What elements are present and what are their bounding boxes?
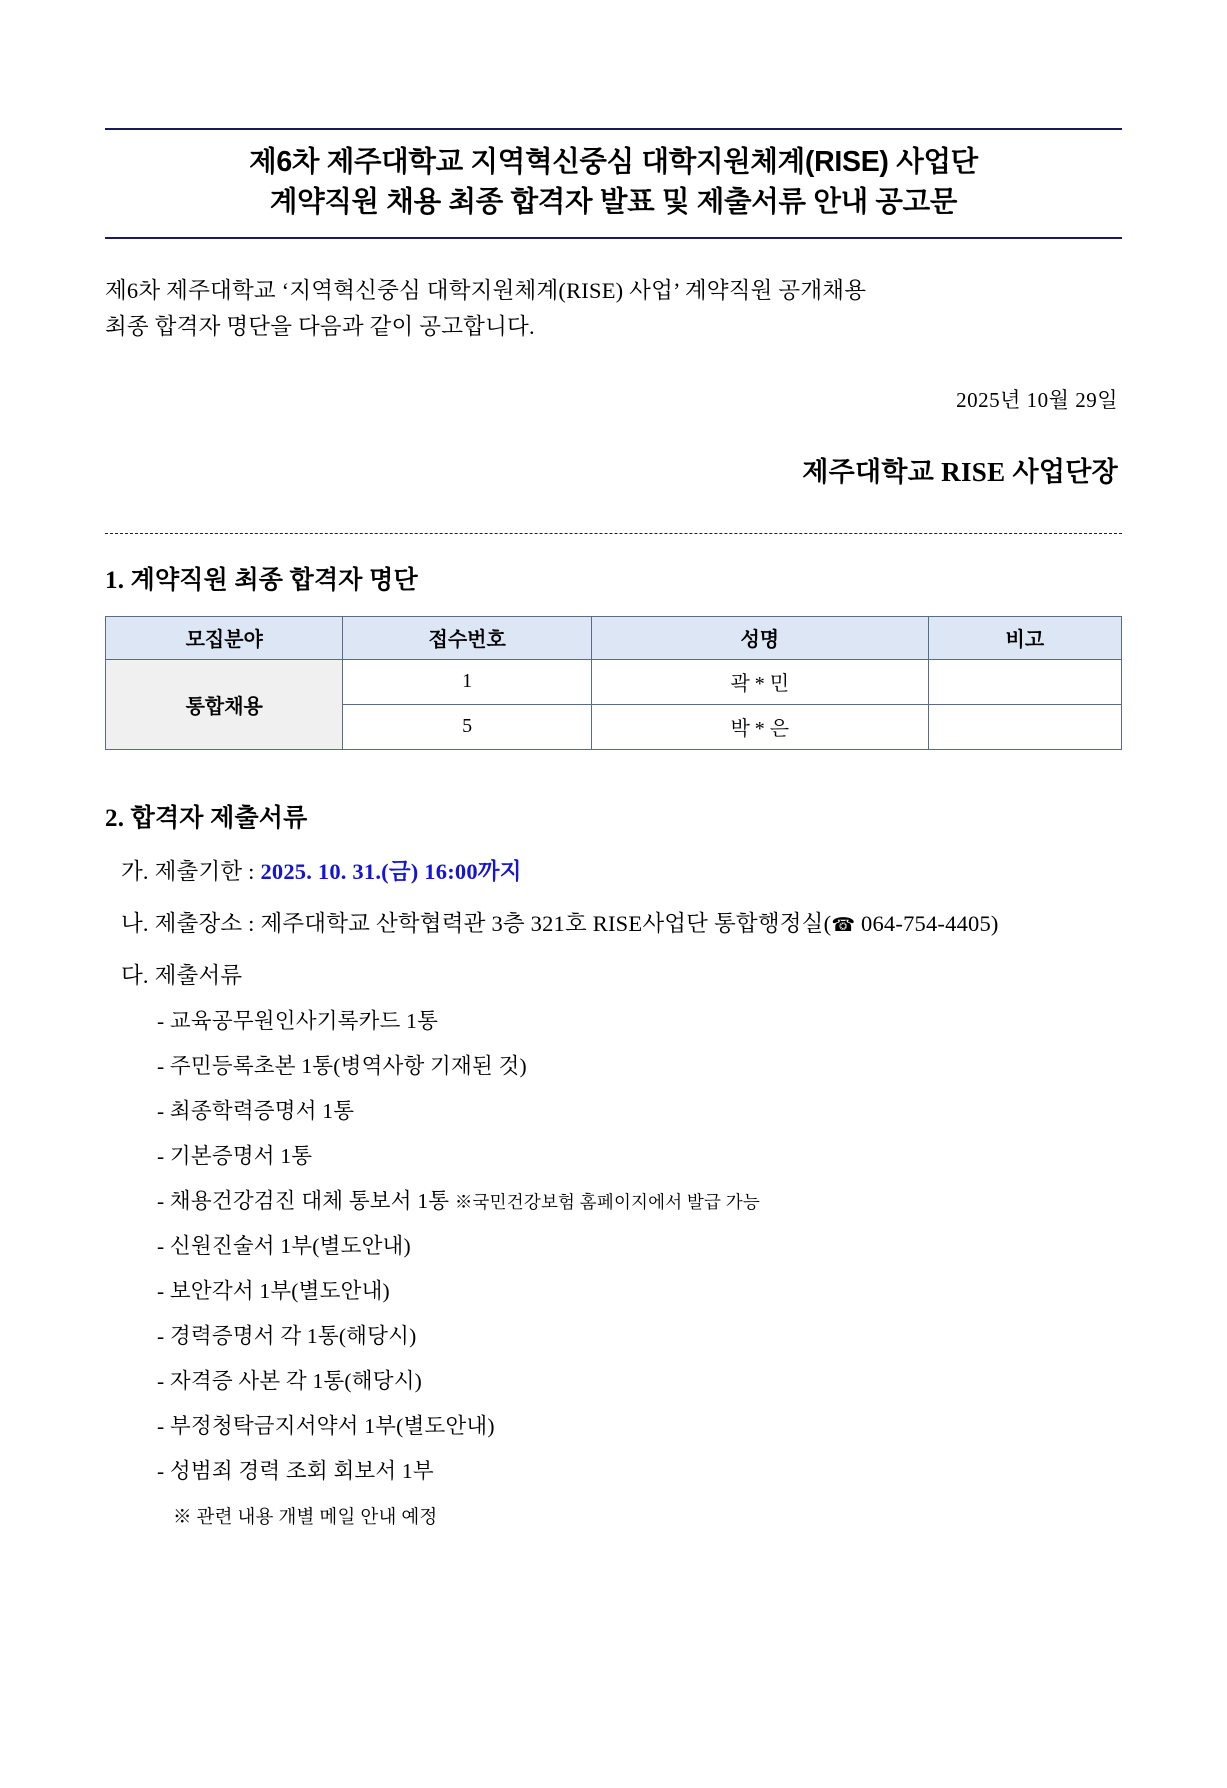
list-item: - 부정청탁금지서약서 1부(별도안내) <box>157 1413 495 1438</box>
submission-documents-label: 다. 제출서류 <box>121 962 243 988</box>
submission-deadline-label: 가. 제출기한 : <box>121 858 261 884</box>
list-item: - 보안각서 1부(별도안내) <box>157 1278 390 1303</box>
table-header-field: 모집분야 <box>106 616 343 659</box>
list-item: - 기본증명서 1통 <box>157 1143 313 1168</box>
page-title-line-2: 계약직원 채용 최종 합격자 발표 및 제출서류 안내 공고문 <box>269 186 958 219</box>
intro-paragraph <box>105 273 1122 346</box>
signer-name: 제주대학교 RISE 사업단장 <box>802 456 1118 487</box>
health-check-note: ※국민건강보험 홈페이지에서 발급 가능 <box>454 1191 760 1212</box>
section-divider <box>105 533 1122 534</box>
page-title-line-1: 제6차 제주대학교 지역혁신중심 대학지원체계(RISE) 사업단 <box>249 146 978 178</box>
table-header-note: 비고 <box>928 616 1121 659</box>
list-item: - 경력증명서 각 1통(해당시) <box>157 1323 417 1348</box>
intro-line-2: 최종 합격자 명단을 다음과 같이 공고합니다. <box>105 314 535 340</box>
submission-place-item <box>105 906 1122 938</box>
list-item: - 교육공무원인사기록카드 1통 <box>157 1008 439 1033</box>
health-check-main: - 채용건강검진 대체 통보서 1통 <box>157 1188 455 1213</box>
section-2-heading: 2. 합격자 제출서류 <box>105 804 308 832</box>
table-cell-name: 곽 * 민 <box>591 659 928 704</box>
submission-place-label: 나. 제출장소 : <box>121 910 261 936</box>
document-page <box>0 128 1227 1788</box>
table-cell-note <box>928 704 1121 749</box>
list-item: - 성범죄 경력 조회 회보서 1부 <box>157 1458 434 1483</box>
list-item-health-check <box>105 1184 1122 1215</box>
table-header-row <box>106 616 1122 659</box>
submission-footnote: ※ 관련 내용 개별 메일 안내 예정 <box>173 1507 438 1528</box>
final-candidates-table <box>105 616 1122 750</box>
table-cell-note <box>928 659 1121 704</box>
list-item: - 최종학력증명서 1통 <box>157 1098 355 1123</box>
document-title-block <box>105 128 1122 239</box>
table-row <box>106 659 1122 704</box>
submission-deadline-value: 2025. 10. 31.(금) 16:00까지 <box>260 858 522 884</box>
table-cell-number: 1 <box>343 659 591 704</box>
intro-line-1: 제6차 제주대학교 ‘지역혁신중심 대학지원체계(RISE) 사업’ 계약직원 공개채용 <box>105 277 867 303</box>
table-header-number: 접수번호 <box>343 616 591 659</box>
announcement-date: 2025년 10월 29일 <box>956 387 1118 412</box>
list-item: - 신원진술서 1부(별도안내) <box>157 1233 411 1258</box>
submission-documents-list <box>105 1004 1122 1485</box>
phone-icon: ☎ <box>831 914 856 936</box>
table-cell-number: 5 <box>343 704 591 749</box>
table-cell-field: 통합채용 <box>106 659 343 749</box>
list-item: - 주민등록초본 1통(병역사항 기재된 것) <box>157 1053 527 1078</box>
submission-place-value: 제주대학교 산학협력관 3층 321호 RISE사업단 통합행정실( <box>260 910 832 936</box>
table-cell-name: 박 * 은 <box>591 704 928 749</box>
table-header-name: 성명 <box>591 616 928 659</box>
submission-deadline-item <box>105 854 1122 886</box>
list-item: - 자격증 사본 각 1통(해당시) <box>157 1368 423 1393</box>
submission-place-phone: 064-754-4405) <box>855 910 999 936</box>
section-1-heading: 1. 계약직원 최종 합격자 명단 <box>105 566 418 594</box>
